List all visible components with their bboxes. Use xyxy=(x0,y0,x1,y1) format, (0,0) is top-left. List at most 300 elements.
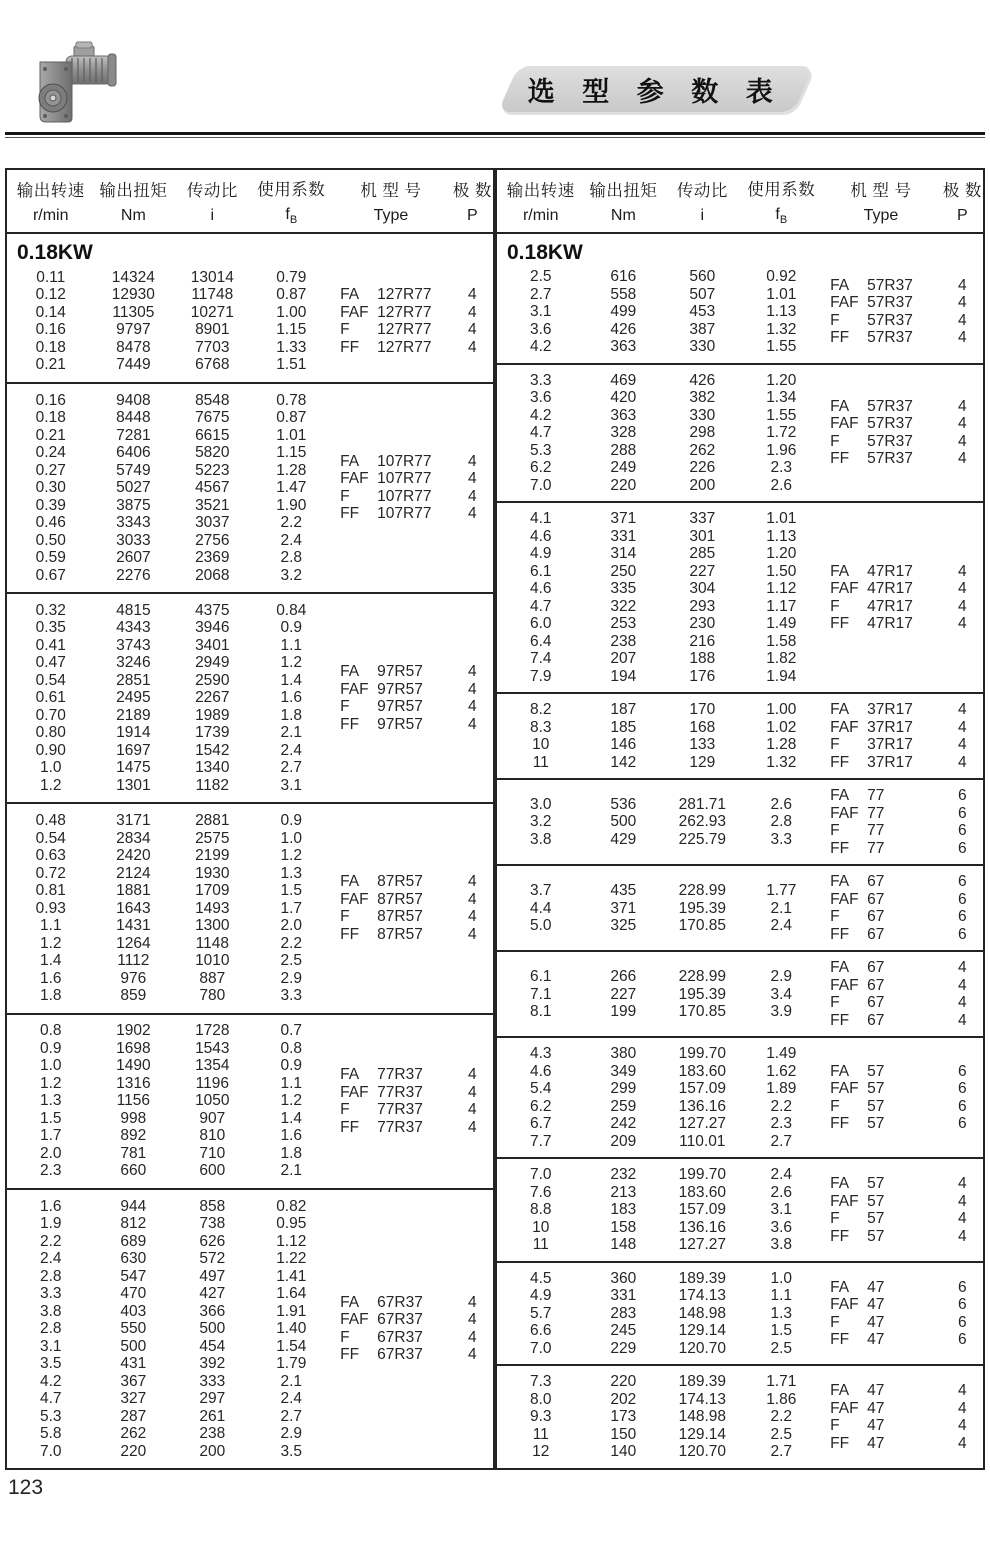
table-header xyxy=(497,170,983,234)
model-prefix: FF xyxy=(830,450,850,468)
output-speed-value: 4.6 xyxy=(529,527,552,545)
output-torque-value: 500 xyxy=(610,813,637,831)
service-factor-value: 1.00 xyxy=(276,303,307,321)
ratio-value: 2267 xyxy=(195,689,230,707)
pole-count-column xyxy=(452,663,493,733)
output-torque-value: 232 xyxy=(610,1166,637,1184)
service-factor-value: 2.5 xyxy=(280,952,303,970)
output-torque-value: 558 xyxy=(610,285,637,303)
service-factor-column xyxy=(742,968,820,1021)
model-prefix: FF xyxy=(830,615,850,633)
service-factor-value: 1.34 xyxy=(766,389,797,407)
model-prefix: F xyxy=(340,698,350,716)
service-factor-value: 1.1 xyxy=(280,1074,303,1092)
service-factor-value: 2.0 xyxy=(280,917,303,935)
service-factor-value: 1.5 xyxy=(280,882,303,900)
output-speed-column xyxy=(497,510,584,685)
output-torque-value: 335 xyxy=(610,580,637,598)
service-factor-value: 3.1 xyxy=(280,776,303,794)
ratio-value: 1340 xyxy=(195,759,230,777)
ratio-value: 5223 xyxy=(195,461,230,479)
output-speed-value: 4.9 xyxy=(529,1287,552,1305)
service-factor-value: 1.3 xyxy=(770,1304,793,1322)
model-prefix: FAF xyxy=(830,415,859,433)
header-col-speed xyxy=(7,170,94,232)
pole-count-value: 4 xyxy=(467,286,477,304)
service-factor-value: 1.12 xyxy=(766,580,797,598)
output-torque-value: 9797 xyxy=(116,321,151,339)
model-number: 127R77 xyxy=(377,286,432,304)
ratio-value: 626 xyxy=(199,1232,226,1250)
output-torque-value: 6406 xyxy=(116,444,151,462)
model-prefix: FA xyxy=(340,663,360,681)
output-torque-value: 499 xyxy=(610,303,637,321)
model-prefix: FAF xyxy=(340,890,369,908)
model-prefix: FA xyxy=(830,1175,850,1193)
table-section xyxy=(497,363,983,502)
header-label-en: $f_B$ xyxy=(285,205,298,227)
output-torque-value: 429 xyxy=(610,830,637,848)
ratio-value: 183.60 xyxy=(678,1062,727,1080)
header-col-ratio xyxy=(172,170,252,232)
header-label-en: Type xyxy=(373,207,409,225)
model-number: 57R37 xyxy=(867,415,913,433)
model-number: 47 xyxy=(867,1382,885,1400)
model-prefix: FF xyxy=(340,505,360,523)
model-number: 57 xyxy=(867,1097,885,1115)
ratio-value: 301 xyxy=(689,527,716,545)
output-torque-value: 689 xyxy=(120,1232,147,1250)
output-torque-value: 183 xyxy=(610,1201,637,1219)
ratio-value: 157.09 xyxy=(678,1201,727,1219)
service-factor-value: 1.90 xyxy=(276,496,307,514)
output-speed-value: 7.7 xyxy=(529,1132,552,1150)
table-section xyxy=(7,1013,493,1188)
pole-count-value: 4 xyxy=(467,1311,477,1329)
output-speed-value: 0.81 xyxy=(35,882,66,900)
output-speed-value: 3.8 xyxy=(529,830,552,848)
output-torque-value: 9408 xyxy=(116,391,151,409)
output-torque-value: 2276 xyxy=(116,566,151,584)
model-type-value xyxy=(830,450,942,468)
ratio-value: 3401 xyxy=(195,636,230,654)
service-factor-column xyxy=(252,602,330,795)
model-number: 57R37 xyxy=(867,432,913,450)
pole-count-column xyxy=(942,873,983,943)
output-speed-value: 4.2 xyxy=(529,406,552,424)
output-torque-column xyxy=(94,812,172,1005)
service-factor-value: 2.3 xyxy=(770,1115,793,1133)
pole-count-value: 4 xyxy=(957,276,967,294)
model-number: 87R57 xyxy=(377,873,423,891)
ratio-value: 174.13 xyxy=(678,1287,727,1305)
output-speed-value: 4.7 xyxy=(529,424,552,442)
service-factor-column xyxy=(742,701,820,771)
output-speed-value: 0.63 xyxy=(35,847,66,865)
model-number: 127R77 xyxy=(377,303,432,321)
model-number: 107R77 xyxy=(377,452,432,470)
output-speed-value: 7.9 xyxy=(529,667,552,685)
output-torque-value: 328 xyxy=(610,424,637,442)
ratio-value: 2949 xyxy=(195,654,230,672)
model-type-value xyxy=(340,321,452,339)
table-section xyxy=(497,1261,983,1365)
output-speed-value: 6.2 xyxy=(529,459,552,477)
model-prefix: FF xyxy=(340,1118,360,1136)
parameter-table-right xyxy=(495,168,985,1470)
service-factor-value: 2.8 xyxy=(280,549,303,567)
output-torque-value: 288 xyxy=(610,441,637,459)
model-type-value xyxy=(830,1417,942,1435)
ratio-value: 1354 xyxy=(195,1057,230,1075)
model-number: 57R37 xyxy=(867,397,913,415)
output-speed-value: 3.5 xyxy=(39,1355,62,1373)
model-prefix: F xyxy=(830,822,840,840)
ratio-value: 281.71 xyxy=(678,795,727,813)
service-factor-value: 3.9 xyxy=(770,1003,793,1021)
table-body xyxy=(7,234,493,1468)
service-factor-value: 1.28 xyxy=(276,461,307,479)
header-label-zh: 输出转速 xyxy=(506,181,575,200)
ratio-value: 1300 xyxy=(195,917,230,935)
ratio-value: 189.39 xyxy=(678,1373,727,1391)
output-torque-value: 1431 xyxy=(116,917,151,935)
model-prefix: F xyxy=(830,597,840,615)
output-speed-value: 11 xyxy=(532,1236,549,1254)
section-rows xyxy=(7,1021,493,1182)
output-speed-value: 7.4 xyxy=(529,650,552,668)
header-label-en: Nm xyxy=(610,207,636,225)
ratio-value: 1989 xyxy=(195,706,230,724)
output-torque-value: 2851 xyxy=(116,671,151,689)
service-factor-value: 1.47 xyxy=(276,479,307,497)
output-torque-value: 150 xyxy=(610,1425,637,1443)
model-number: 77 xyxy=(867,787,885,805)
pole-count-value: 4 xyxy=(467,908,477,926)
output-speed-value: 7.0 xyxy=(39,1442,62,1460)
output-torque-value: 371 xyxy=(610,510,637,528)
model-type-value xyxy=(830,415,942,433)
output-speed-value: 2.8 xyxy=(39,1267,62,1285)
output-speed-value: 0.18 xyxy=(35,409,66,427)
output-speed-value: 1.6 xyxy=(39,969,62,987)
pole-count-value: 4 xyxy=(467,715,477,733)
ratio-value: 170.85 xyxy=(678,1003,727,1021)
model-prefix: FAF xyxy=(340,1311,369,1329)
header-col-torque xyxy=(584,170,662,232)
output-speed-column xyxy=(497,796,584,849)
page-number: 123 xyxy=(8,1476,44,1499)
service-factor-value: 2.2 xyxy=(770,1408,793,1426)
model-number: 67 xyxy=(867,976,885,994)
ratio-value: 2068 xyxy=(195,566,230,584)
model-type-value xyxy=(830,598,942,616)
output-speed-value: 1.1 xyxy=(39,917,62,935)
model-number: 107R77 xyxy=(377,487,432,505)
output-torque-value: 1881 xyxy=(116,882,151,900)
model-type-column xyxy=(330,873,452,943)
service-factor-value: 2.2 xyxy=(280,514,303,532)
header-label-zh: 输出扭矩 xyxy=(99,181,168,200)
service-factor-value: 2.4 xyxy=(280,531,303,549)
power-rating-label: 0.18KW xyxy=(507,241,583,264)
model-prefix: FA xyxy=(340,1066,360,1084)
ratio-value: 2199 xyxy=(195,847,230,865)
model-type-value xyxy=(830,908,942,926)
model-prefix: F xyxy=(830,432,840,450)
header-label-en: P xyxy=(956,207,968,225)
output-torque-value: 349 xyxy=(610,1062,637,1080)
model-type-column xyxy=(820,398,942,468)
pole-count-column xyxy=(452,1294,493,1364)
model-type-value xyxy=(830,840,942,858)
service-factor-value: 2.9 xyxy=(280,1425,303,1443)
model-type-value xyxy=(340,1329,452,1347)
output-speed-value: 0.54 xyxy=(35,671,66,689)
ratio-value: 262 xyxy=(689,441,716,459)
output-speed-value: 2.7 xyxy=(529,285,552,303)
model-prefix: FF xyxy=(830,925,850,943)
output-speed-value: 1.8 xyxy=(39,987,62,1005)
model-type-value xyxy=(830,1080,942,1098)
model-prefix: FAF xyxy=(830,804,859,822)
output-torque-column xyxy=(584,1166,662,1254)
model-number: 67 xyxy=(867,873,885,891)
output-torque-value: 140 xyxy=(610,1443,637,1461)
model-prefix: FAF xyxy=(830,976,859,994)
section-rows xyxy=(497,700,983,772)
model-prefix: FAF xyxy=(830,580,859,598)
service-factor-column xyxy=(742,1270,820,1358)
output-torque-value: 426 xyxy=(610,320,637,338)
service-factor-value: 1.54 xyxy=(276,1337,307,1355)
model-type-value xyxy=(340,1084,452,1102)
output-torque-column xyxy=(584,1373,662,1461)
section-rows xyxy=(497,267,983,357)
output-torque-value: 14324 xyxy=(111,268,155,286)
ratio-value: 560 xyxy=(689,268,716,286)
model-prefix: FA xyxy=(340,286,360,304)
output-speed-value: 5.3 xyxy=(529,441,552,459)
output-speed-value: 0.80 xyxy=(35,724,66,742)
model-prefix: F xyxy=(830,1210,840,1228)
service-factor-value: 2.5 xyxy=(770,1339,793,1357)
ratio-value: 392 xyxy=(199,1355,226,1373)
output-speed-value: 5.3 xyxy=(39,1407,62,1425)
pole-count-column xyxy=(942,277,983,347)
ratio-value: 426 xyxy=(689,371,716,389)
service-factor-value: 2.9 xyxy=(280,969,303,987)
output-torque-value: 859 xyxy=(120,987,147,1005)
pole-count-value: 6 xyxy=(957,839,967,857)
model-type-value xyxy=(830,1296,942,1314)
ratio-column xyxy=(172,602,252,795)
gearmotor-photo xyxy=(26,32,122,130)
output-speed-value: 2.2 xyxy=(39,1232,62,1250)
ratio-value: 225.79 xyxy=(678,830,727,848)
output-torque-value: 8478 xyxy=(116,338,151,356)
ratio-value: 230 xyxy=(689,615,716,633)
model-prefix: FA xyxy=(830,562,850,580)
output-speed-value: 8.2 xyxy=(529,701,552,719)
header-label-zh: 极 数 xyxy=(942,181,982,200)
model-type-value xyxy=(340,1346,452,1364)
pole-count-value: 6 xyxy=(957,787,967,805)
output-speed-value: 8.3 xyxy=(529,718,552,736)
model-type-value xyxy=(340,1101,452,1119)
model-type-value xyxy=(830,977,942,995)
service-factor-value: 2.2 xyxy=(770,1097,793,1115)
output-torque-value: 3033 xyxy=(116,531,151,549)
output-torque-value: 998 xyxy=(120,1109,147,1127)
output-torque-value: 547 xyxy=(120,1267,147,1285)
output-torque-value: 1698 xyxy=(116,1039,151,1057)
service-factor-value: 1.41 xyxy=(276,1267,307,1285)
model-number: 47R17 xyxy=(867,615,913,633)
model-type-value xyxy=(340,286,452,304)
model-type-value xyxy=(830,1382,942,1400)
output-torque-value: 187 xyxy=(610,701,637,719)
output-torque-value: 322 xyxy=(610,597,637,615)
section-rows xyxy=(7,267,493,376)
table-section xyxy=(497,1157,983,1261)
pole-count-value: 6 xyxy=(957,1296,967,1314)
output-torque-column xyxy=(94,392,172,585)
output-speed-value: 11 xyxy=(532,753,549,771)
ratio-value: 13014 xyxy=(190,268,234,286)
output-torque-value: 202 xyxy=(610,1390,637,1408)
ratio-column xyxy=(662,510,742,685)
model-number: 77R37 xyxy=(377,1066,423,1084)
output-speed-value: 4.9 xyxy=(529,545,552,563)
output-speed-value: 4.2 xyxy=(39,1372,62,1390)
output-speed-value: 0.32 xyxy=(35,601,66,619)
model-prefix: F xyxy=(340,1328,350,1346)
output-torque-column xyxy=(584,510,662,685)
output-speed-value: 1.4 xyxy=(39,952,62,970)
output-speed-value: 11 xyxy=(532,1425,549,1443)
header-label-en: Type xyxy=(863,207,899,225)
model-number: 77 xyxy=(867,839,885,857)
output-speed-value: 3.7 xyxy=(529,882,552,899)
service-factor-value: 2.4 xyxy=(770,1166,793,1184)
ratio-value: 200 xyxy=(689,476,716,494)
pole-count-value: 4 xyxy=(467,873,477,891)
output-speed-value: 0.21 xyxy=(35,356,66,374)
output-torque-value: 976 xyxy=(120,969,147,987)
model-number: 67 xyxy=(867,925,885,943)
section-title-banner xyxy=(498,66,814,112)
output-speed-value: 6.0 xyxy=(529,615,552,633)
output-speed-value: 1.2 xyxy=(39,1074,62,1092)
section-rows xyxy=(7,1196,493,1462)
header-label-en: r/min xyxy=(32,207,69,225)
ratio-column xyxy=(662,268,742,356)
table-section xyxy=(497,234,983,363)
output-speed-value: 3.2 xyxy=(529,813,552,831)
model-prefix: F xyxy=(830,736,840,754)
ratio-value: 8901 xyxy=(195,321,230,339)
pole-count-value: 4 xyxy=(957,976,967,994)
output-torque-value: 325 xyxy=(610,917,637,934)
service-factor-value: 0.95 xyxy=(276,1215,307,1233)
model-number: 87R57 xyxy=(377,908,423,926)
model-prefix: FAF xyxy=(830,294,859,312)
service-factor-value: 1.32 xyxy=(766,753,797,771)
table-section xyxy=(7,1188,493,1468)
service-factor-value: 3.8 xyxy=(770,1236,793,1254)
output-speed-value: 8.0 xyxy=(529,1390,552,1408)
output-torque-value: 1902 xyxy=(116,1022,151,1040)
model-prefix: FAF xyxy=(830,1192,859,1210)
pole-count-value: 4 xyxy=(957,311,967,329)
pole-count-value: 4 xyxy=(957,580,967,598)
output-speed-value: 4.2 xyxy=(529,338,552,356)
model-prefix: FAF xyxy=(340,303,369,321)
pole-count-value: 4 xyxy=(957,329,967,347)
ratio-value: 427 xyxy=(199,1285,226,1303)
output-torque-value: 2834 xyxy=(116,829,151,847)
model-prefix: FAF xyxy=(340,680,369,698)
ratio-value: 600 xyxy=(199,1162,226,1180)
output-speed-value: 4.5 xyxy=(529,1269,552,1287)
model-type-column xyxy=(330,1066,452,1136)
ratio-value: 157.09 xyxy=(678,1080,727,1098)
model-number: 37R17 xyxy=(867,701,913,719)
output-speed-value: 3.3 xyxy=(529,371,552,389)
output-speed-value: 4.3 xyxy=(529,1045,552,1063)
service-factor-value: 2.2 xyxy=(280,934,303,952)
model-type-value xyxy=(340,698,452,716)
service-factor-column xyxy=(742,1045,820,1150)
output-speed-value: 7.0 xyxy=(529,1339,552,1357)
model-prefix: FA xyxy=(830,701,850,719)
table-section xyxy=(7,592,493,802)
model-type-column xyxy=(820,1382,942,1452)
output-speed-value: 0.35 xyxy=(35,619,66,637)
service-factor-column xyxy=(742,882,820,935)
model-type-value xyxy=(830,294,942,312)
model-number: 47 xyxy=(867,1417,885,1435)
model-type-value xyxy=(830,1228,942,1246)
output-torque-value: 3743 xyxy=(116,636,151,654)
service-factor-value: 0.82 xyxy=(276,1197,307,1215)
pole-count-value: 4 xyxy=(957,1175,967,1193)
pole-count-value: 4 xyxy=(467,680,477,698)
ratio-value: 500 xyxy=(199,1320,226,1338)
model-prefix: FF xyxy=(340,925,360,943)
pole-count-column xyxy=(942,701,983,771)
model-number: 57 xyxy=(867,1192,885,1210)
ratio-value: 127.27 xyxy=(678,1115,727,1133)
model-number: 47 xyxy=(867,1278,885,1296)
ratio-value: 2881 xyxy=(195,812,230,830)
model-type-value xyxy=(830,736,942,754)
service-factor-value: 1.8 xyxy=(280,1144,303,1162)
pole-count-column xyxy=(452,873,493,943)
output-torque-column xyxy=(94,1022,172,1180)
ratio-value: 200 xyxy=(199,1442,226,1460)
output-speed-value: 4.6 xyxy=(529,1062,552,1080)
output-torque-value: 2189 xyxy=(116,706,151,724)
ratio-value: 11748 xyxy=(191,286,234,304)
section-rows xyxy=(7,810,493,1006)
service-factor-value: 0.84 xyxy=(276,601,307,619)
model-type-value xyxy=(340,1294,452,1312)
output-speed-value: 1.2 xyxy=(39,934,62,952)
pole-count-value: 4 xyxy=(957,1210,967,1228)
pole-count-value: 6 xyxy=(957,1331,967,1349)
